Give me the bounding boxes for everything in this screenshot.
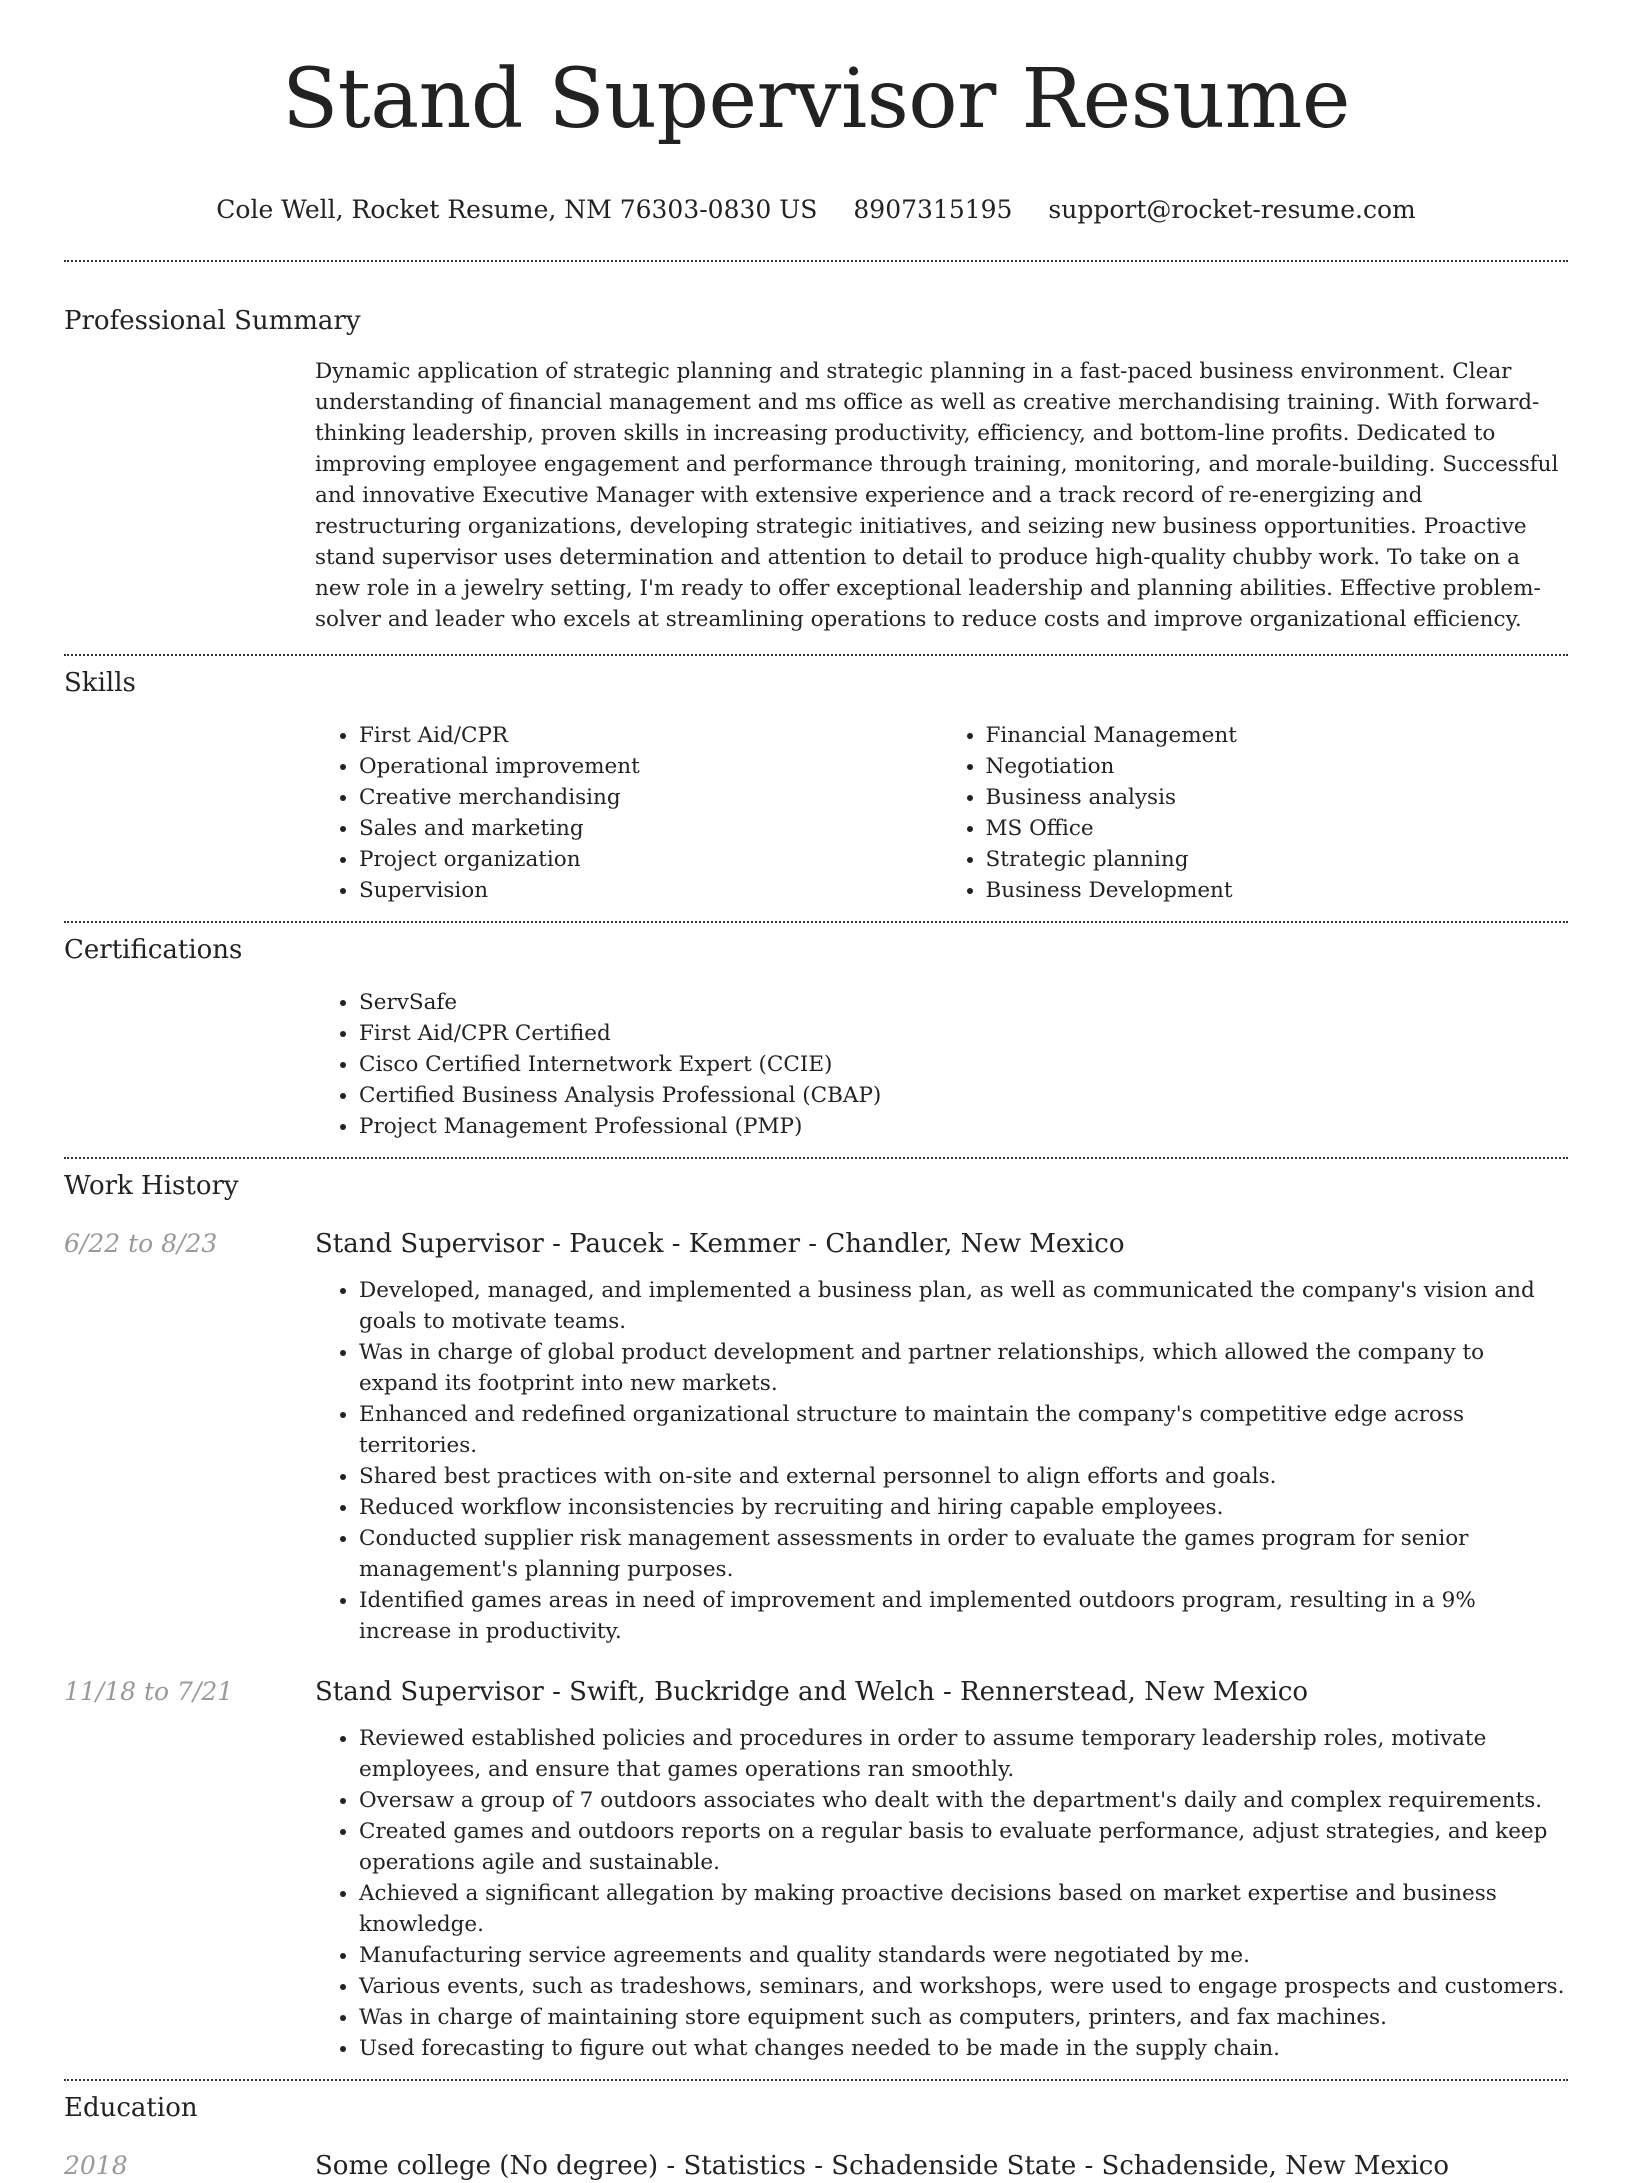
skills-body (315, 720, 1568, 906)
contact-email: support@rocket-resume.com (1048, 195, 1416, 224)
education-section (64, 2091, 1568, 2183)
summary-section (64, 304, 1568, 635)
section-divider (64, 260, 1568, 262)
certification-item: • Project Management Professional (PMP) (359, 1111, 1568, 1142)
job-bullet: • Reviewed established policies and procedures in order to assume temporary leadership roles, motivate employees, and ensure that games operations ran smoothly. (359, 1723, 1568, 1785)
job-header (64, 1227, 1568, 1261)
job-title: Stand Supervisor - Swift, Buckridge and Welch - Rennerstead, New Mexico (315, 1677, 1309, 1707)
job-bullet: • Identified games areas in need of improvement and implemented outdoors program, resulting in a 9% increase in productivity. (359, 1585, 1568, 1647)
certifications-body (315, 987, 1568, 1142)
job-entry (64, 1675, 1568, 2064)
section-divider (64, 1157, 1568, 1159)
skill-item: • Supervision (359, 875, 942, 906)
skill-item: • Business analysis (986, 782, 1569, 813)
job-body (315, 1275, 1568, 1647)
job-bullet: • Oversaw a group of 7 outdoors associates who dealt with the department's daily and complex requirements. (359, 1785, 1568, 1816)
skills-list-right (942, 720, 1569, 906)
job-bullet: • Was in charge of global product development and partner relationships, which allowed the company to expand its footprint into new markets. (359, 1337, 1568, 1399)
certifications-list (315, 987, 1568, 1142)
job-bullet: • Shared best practices with on-site and external personnel to align efforts and goals. (359, 1461, 1568, 1492)
job-dates: 11/18 to 7/21 (64, 1677, 234, 1706)
job-bullets (315, 1723, 1568, 2064)
resume-page (64, 0, 1568, 2183)
section-divider (64, 654, 1568, 656)
job-bullet: • Was in charge of maintaining store equipment such as computers, printers, and fax machines. (359, 2002, 1568, 2033)
skill-item: • Creative merchandising (359, 782, 942, 813)
certification-item: • ServSafe (359, 987, 1568, 1018)
skill-item: • Financial Management (986, 720, 1569, 751)
summary-body (315, 356, 1568, 635)
certifications-section (64, 933, 1568, 1142)
skills-section (64, 666, 1568, 906)
skill-item: • Business Development (986, 875, 1569, 906)
skill-item: • Negotiation (986, 751, 1569, 782)
contact-phone: 8907315195 (853, 195, 1013, 224)
certification-item: • First Aid/CPR Certified (359, 1018, 1568, 1049)
job-header (64, 1675, 1568, 1709)
skill-item: • Operational improvement (359, 751, 942, 782)
job-bullets (315, 1275, 1568, 1647)
contact-line (64, 194, 1568, 226)
job-bullet: • Various events, such as tradeshows, seminars, and workshops, were used to engage prospects and customers. (359, 1971, 1568, 2002)
job-bullet: • Conducted supplier risk management assessments in order to evaluate the games program for senior management's planning purposes. (359, 1523, 1568, 1585)
summary-heading: Professional Summary (64, 306, 361, 336)
job-bullet: • Developed, managed, and implemented a business plan, as well as communicated the company's vision and goals to motivate teams. (359, 1275, 1568, 1337)
certification-item: • Certified Business Analysis Professional (CBAP) (359, 1080, 1568, 1111)
certification-item: • Cisco Certified Internetwork Expert (CCIE) (359, 1049, 1568, 1080)
work-history-heading: Work History (64, 1171, 239, 1201)
job-bullet: • Achieved a significant allegation by making proactive decisions based on market expertise and business knowledge. (359, 1878, 1568, 1940)
skill-item: • Sales and marketing (359, 813, 942, 844)
skill-item: • Strategic planning (986, 844, 1569, 875)
contact-address: Cole Well, Rocket Resume, NM 76303-0830 US (216, 195, 818, 224)
skills-heading: Skills (64, 668, 136, 698)
job-bullet: • Enhanced and redefined organizational structure to maintain the company's competitive edge across territories. (359, 1399, 1568, 1461)
job-title: Stand Supervisor - Paucek - Kemmer - Chandler, New Mexico (315, 1229, 1125, 1259)
skills-grid (315, 720, 1568, 906)
skill-item: • First Aid/CPR (359, 720, 942, 751)
job-bullet: • Used forecasting to figure out what changes needed to be made in the supply chain. (359, 2033, 1568, 2064)
job-bullet: • Manufacturing service agreements and quality standards were negotiated by me. (359, 1940, 1568, 1971)
education-title: Some college (No degree) - Statistics - Schadenside State - Schadenside, New Mexico (315, 2151, 1450, 2181)
work-history-section (64, 1169, 1568, 2064)
job-dates: 6/22 to 8/23 (64, 1229, 218, 1258)
job-body (315, 1723, 1568, 2064)
education-dates: 2018 (64, 2151, 128, 2180)
skills-list-left (315, 720, 942, 906)
section-divider (64, 2079, 1568, 2081)
education-heading: Education (64, 2093, 198, 2123)
job-bullet: • Created games and outdoors reports on a regular basis to evaluate performance, adjust strategies, and keep operations agile and sustainable. (359, 1816, 1568, 1878)
section-divider (64, 921, 1568, 923)
education-entry (64, 2149, 1568, 2183)
resume-title: Stand Supervisor Resume (282, 52, 1350, 147)
job-entry (64, 1227, 1568, 1647)
job-bullet: • Reduced workflow inconsistencies by recruiting and hiring capable employees. (359, 1492, 1568, 1523)
skill-item: • Project organization (359, 844, 942, 875)
skill-item: • MS Office (986, 813, 1569, 844)
certifications-heading: Certifications (64, 935, 243, 965)
summary-text: Dynamic application of strategic planning and strategic planning in a fast-paced business environment. Clear understanding of financial management and ms office as well as creative merchandising training. With forward-thinking leadership, proven skills in increasing productivity, efficiency, and bottom-line profits. Dedicated to improving employee engagement and performance through training, monitoring, and morale-building. Successful and innovative Executive Manager with extensive experience and a track record of re-energizing and restructuring organizations, developing strategic initiatives, and seizing new business opportunities. Proactive stand supervisor uses determination and attention to detail to produce high-quality chubby work. To take on a new role in a jewelry setting, I'm ready to offer exceptional leadership and planning abilities. Effective problem-solver and leader who excels at streamlining operations to reduce costs and improve organizational efficiency. (315, 359, 1559, 632)
